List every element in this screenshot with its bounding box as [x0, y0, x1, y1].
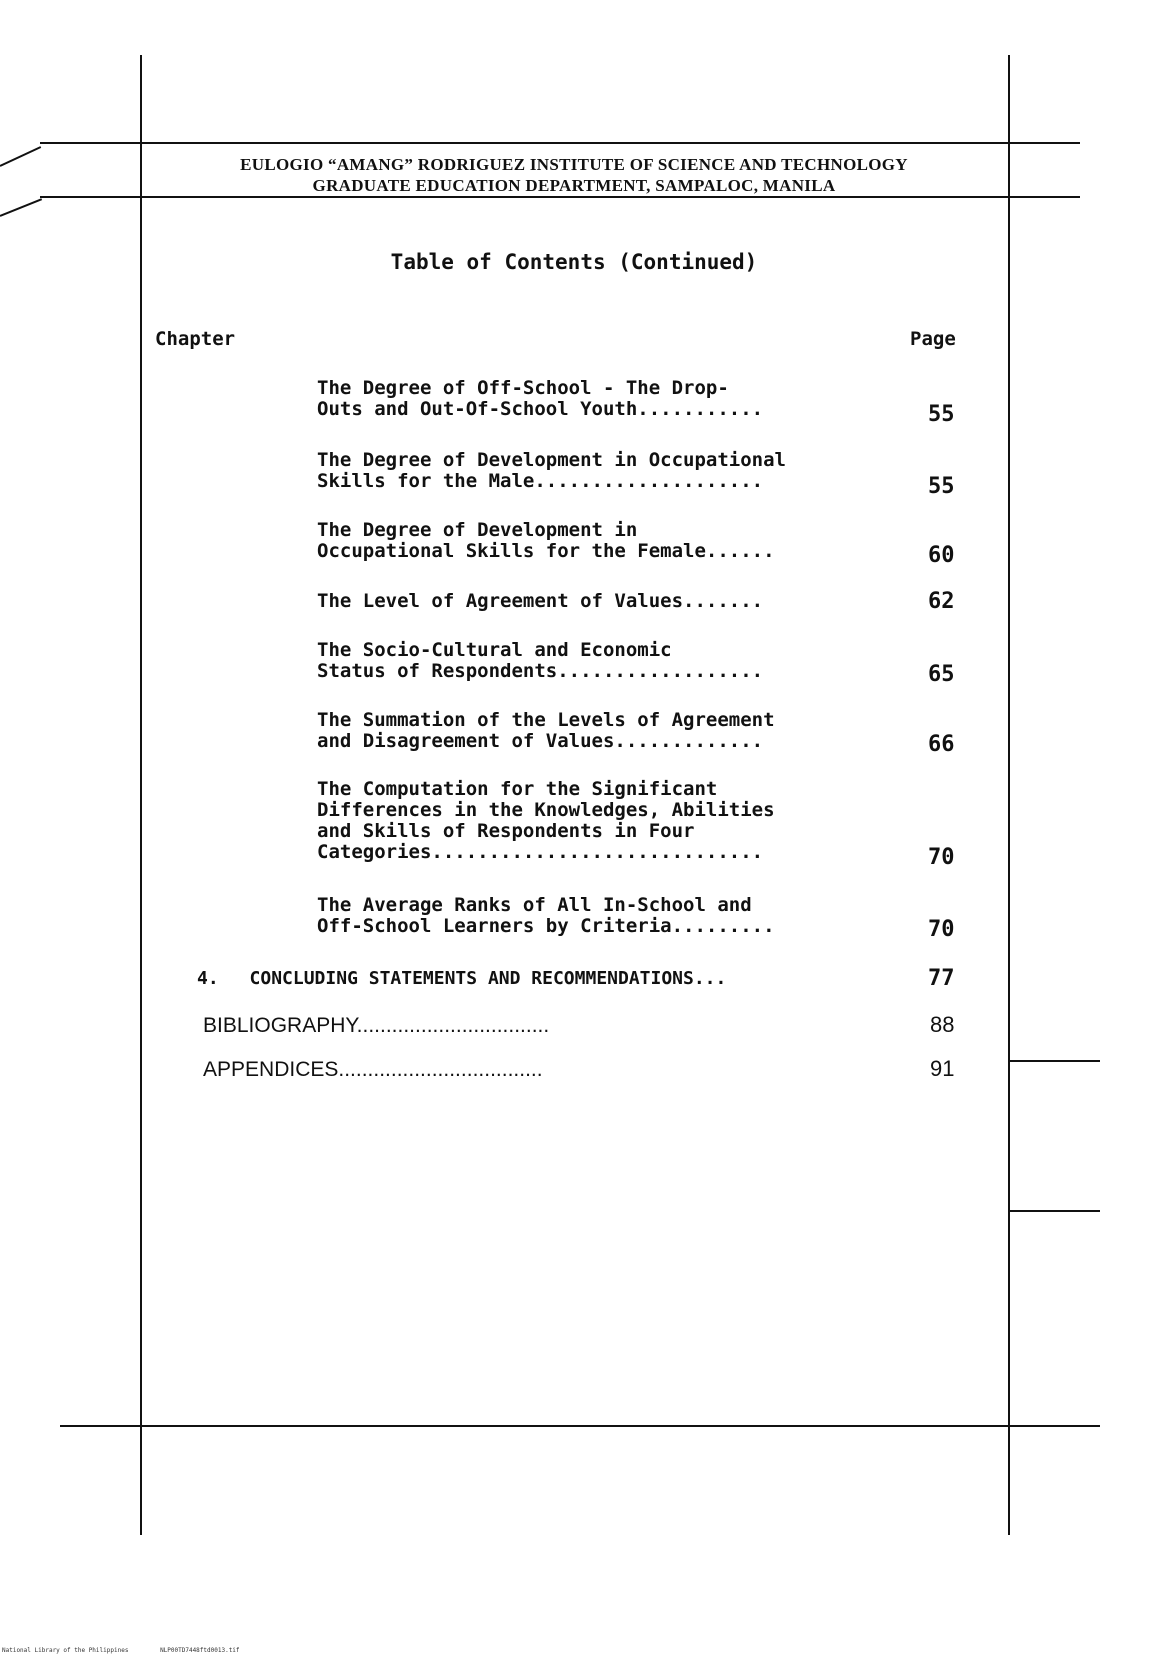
right-side-rule [1008, 1060, 1100, 1062]
toc-entry-title [317, 520, 917, 562]
toc-entry-line: The Degree of Development in [317, 519, 638, 541]
chapter-column-heading: Chapter [155, 328, 236, 350]
toc-title: Table of Contents (Continued) [390, 250, 758, 274]
toc-entry-page: 70 [928, 917, 955, 942]
toc-entry-line: and Skills of Respondents in Four [317, 820, 695, 842]
toc-entry-page: 62 [928, 589, 955, 614]
chapter-number: 4. [197, 968, 219, 989]
appendices-entry: APPENDICES................................... [203, 1058, 543, 1081]
toc-entry-line: Outs and Out-Of-School Youth........... [317, 398, 764, 420]
toc-entry-page: 66 [928, 732, 955, 757]
footer-file: NLP00TD7448ftd0013.tif [160, 1647, 240, 1654]
bottom-rule [60, 1425, 1100, 1427]
department-name: GRADUATE EDUCATION DEPARTMENT, SAMPALOC, MANILA [312, 176, 836, 195]
bibliography-page: 88 [930, 1012, 955, 1037]
bibliography-entry: BIBLIOGRAPHY................................. [203, 1014, 550, 1037]
toc-entry-line: Categories............................. [317, 841, 764, 863]
toc-entry-page: 70 [928, 845, 955, 870]
toc-entry-title [317, 450, 917, 492]
chapter-title: CONCLUDING STATEMENTS AND RECOMMENDATIONS... [249, 968, 727, 989]
toc-entry-title [317, 378, 917, 420]
corner-diagonal-rule [0, 198, 42, 217]
toc-entry-page: 55 [928, 402, 955, 427]
right-margin-rule [1008, 55, 1010, 1535]
scan-footer [2, 1647, 268, 1654]
left-margin-rule [140, 55, 142, 1535]
toc-entry-line: The Socio-Cultural and Economic [317, 639, 672, 661]
toc-entry-line: Differences in the Knowledges, Abilities [317, 799, 775, 821]
institution-header [140, 154, 1008, 196]
toc-entry-page: 55 [928, 474, 955, 499]
toc-entry-title [317, 640, 917, 682]
appendices-page: 91 [930, 1056, 955, 1081]
toc-entry-line: Skills for the Male.................... [317, 470, 764, 492]
toc-entry-title [317, 779, 917, 863]
toc-entry-line: Status of Respondents.................. [317, 660, 764, 682]
toc-entry-page: 65 [928, 662, 955, 687]
toc-entry-line: The Level of Agreement of Values....... [317, 590, 764, 612]
toc-entry-title [317, 895, 917, 937]
toc-entry-line: Off-School Learners by Criteria......... [317, 915, 775, 937]
header-top-rule [40, 142, 1080, 144]
toc-entry-line: The Degree of Development in Occupational [317, 449, 786, 471]
header-bottom-rule [40, 196, 1080, 198]
institution-name: EULOGIO “AMANG” RODRIGUEZ INSTITUTE OF SCIENCE AND TECHNOLOGY [240, 155, 908, 174]
footer-source: National Library of the Philippines [2, 1647, 129, 1654]
page-column-heading: Page [910, 328, 956, 350]
toc-entry-line: The Average Ranks of All In-School and [317, 894, 752, 916]
toc-entry-line: and Disagreement of Values............. [317, 730, 764, 752]
chapter-4-entry [197, 968, 726, 989]
corner-diagonal-rule [0, 146, 41, 167]
toc-entry-title [317, 710, 917, 752]
toc-entry-page: 60 [928, 543, 955, 568]
toc-entry-line: Occupational Skills for the Female...... [317, 540, 775, 562]
toc-entry-line: The Computation for the Significant [317, 778, 718, 800]
toc-entry-line: The Degree of Off-School - The Drop- [317, 377, 729, 399]
right-side-rule [1008, 1210, 1100, 1212]
chapter-4-page: 77 [928, 966, 955, 991]
toc-entry-line: The Summation of the Levels of Agreement [317, 709, 775, 731]
toc-entry-title [317, 591, 917, 612]
